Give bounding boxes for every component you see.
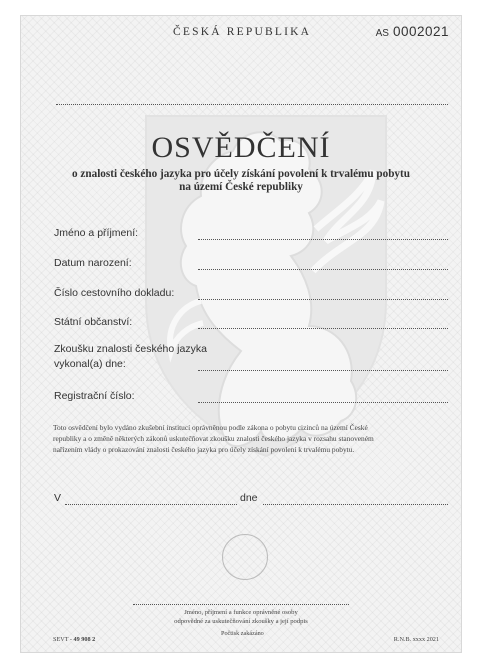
certificate-subtitle [41, 168, 441, 194]
signature-line[interactable] [133, 604, 349, 605]
statement-line-1: Toto osvědčení bylo vydáno zkušební institucí oprávněnou podle zákona o pobytu cizinců na území České [53, 423, 368, 432]
birth-date-label: Datum narození: [54, 257, 132, 269]
date-label: dne [240, 492, 258, 504]
date-field-line[interactable] [263, 504, 448, 505]
registration-number-field-line[interactable] [198, 402, 448, 403]
form-code-prefix: SEVT - [53, 636, 74, 643]
passport-number-label: Číslo cestovního dokladu: [54, 287, 175, 299]
subtitle-line-1: o znalosti českého jazyka pro účely získání povolení k trvalému pobytu [72, 168, 410, 180]
exam-label-line-1: Zkoušku znalosti českého jazyka [54, 343, 207, 355]
signature-caption-line-1: Jméno, příjmení a funkce oprávněné osoby [184, 609, 298, 616]
official-stamp-circle [222, 534, 268, 580]
place-label: V [54, 492, 62, 504]
name-field-line[interactable] [198, 239, 448, 240]
form-code-number: 49 908 2 [73, 636, 96, 643]
passport-number-field-line[interactable] [198, 299, 448, 300]
birth-date-field-line[interactable] [198, 269, 448, 270]
name-label: Jméno a příjmení: [54, 227, 139, 239]
statement-line-3: nařízením vlády o prokazování znalosti českého jazyka pro účely získání povolení k trvalému pobytu. [53, 445, 355, 454]
serial-number [376, 23, 449, 41]
printer-note: Počtisk zakázáno [221, 630, 264, 637]
country-header: ČESKÁ REPUBLIKA [173, 26, 312, 38]
certificate-sheet [20, 15, 462, 653]
registration-number-label: Registrační číslo: [54, 390, 135, 402]
subtitle-line-2: na území České republiky [179, 181, 303, 193]
place-field-line[interactable] [65, 504, 237, 505]
exam-date-field-line[interactable] [198, 370, 448, 371]
exam-date-label [54, 342, 207, 372]
signature-caption [121, 608, 361, 626]
signature-caption-line-2: odpovědné za uskutečňování zkoušky a její podpis [174, 618, 308, 625]
exam-label-line-2: vykonal(a) dne: [54, 358, 126, 370]
statement-line-2: republiky a o změně některých zákonů uskutečňovat zkoušku znalosti českého jazyka v rozsahu stanoveném [53, 434, 374, 443]
certificate-title: OSVĚDČENÍ [151, 131, 331, 164]
citizenship-field-line[interactable] [198, 328, 448, 329]
serial-digits: 0002021 [392, 24, 449, 39]
header-dotted-line [56, 104, 448, 105]
reference-code: R.N.B. xxxx 2021 [393, 636, 439, 643]
citizenship-label: Státní občanství: [54, 316, 133, 328]
serial-prefix: AS [375, 28, 389, 39]
form-code [53, 636, 95, 643]
issuance-statement [53, 422, 433, 455]
